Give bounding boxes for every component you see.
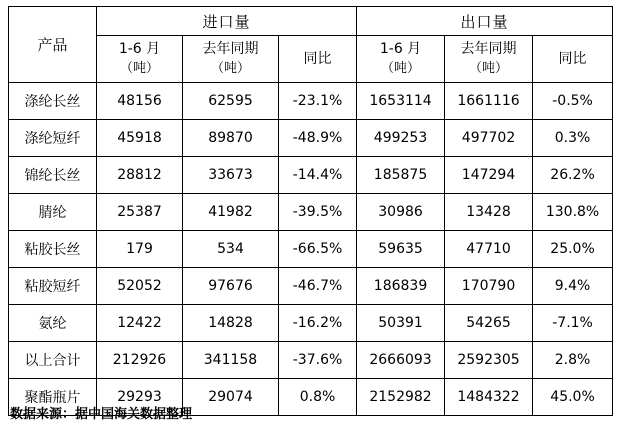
table-row bbox=[9, 157, 613, 194]
table-row bbox=[9, 194, 613, 231]
header-export-previous-unit: （吨） bbox=[469, 60, 509, 76]
cell-import-current: 25387 bbox=[97, 194, 183, 231]
cell-product: 粘胶短纤 bbox=[9, 268, 97, 305]
cell-export-current: 499253 bbox=[357, 120, 445, 157]
table-container bbox=[8, 6, 612, 416]
table-header-group-row bbox=[9, 7, 613, 36]
cell-import-current: 212926 bbox=[97, 342, 183, 379]
cell-import-current: 48156 bbox=[97, 83, 183, 120]
cell-export-yoy: -7.1% bbox=[533, 305, 613, 342]
header-import-current bbox=[97, 36, 183, 83]
cell-export-previous: 170790 bbox=[445, 268, 533, 305]
cell-product: 以上合计 bbox=[9, 342, 97, 379]
cell-export-current: 2666093 bbox=[357, 342, 445, 379]
header-import-current-label: 1-6 月 bbox=[118, 41, 161, 58]
cell-export-previous: 147294 bbox=[445, 157, 533, 194]
cell-import-yoy: -39.5% bbox=[279, 194, 357, 231]
table-head bbox=[9, 7, 613, 83]
cell-import-current: 28812 bbox=[97, 157, 183, 194]
cell-export-previous: 13428 bbox=[445, 194, 533, 231]
cell-product: 聚酯瓶片 bbox=[9, 379, 97, 416]
header-export-previous bbox=[445, 36, 533, 83]
cell-product: 氨纶 bbox=[9, 305, 97, 342]
cell-import-previous: 41982 bbox=[183, 194, 279, 231]
cell-export-yoy: -0.5% bbox=[533, 83, 613, 120]
cell-import-current: 52052 bbox=[97, 268, 183, 305]
cell-import-previous: 89870 bbox=[183, 120, 279, 157]
cell-import-current: 12422 bbox=[97, 305, 183, 342]
header-export-previous-label: 去年同期 bbox=[460, 41, 517, 58]
cell-export-previous: 1661116 bbox=[445, 83, 533, 120]
cell-export-current: 2152982 bbox=[357, 379, 445, 416]
cell-export-previous: 1484322 bbox=[445, 379, 533, 416]
cell-import-previous: 14828 bbox=[183, 305, 279, 342]
cell-import-previous: 534 bbox=[183, 231, 279, 268]
cell-export-previous: 47710 bbox=[445, 231, 533, 268]
cell-import-yoy: -16.2% bbox=[279, 305, 357, 342]
cell-import-previous: 341158 bbox=[183, 342, 279, 379]
cell-export-previous: 54265 bbox=[445, 305, 533, 342]
cell-export-yoy: 25.0% bbox=[533, 231, 613, 268]
cell-export-yoy: 2.8% bbox=[533, 342, 613, 379]
table-row bbox=[9, 83, 613, 120]
cell-export-current: 186839 bbox=[357, 268, 445, 305]
cell-import-current: 45918 bbox=[97, 120, 183, 157]
cell-import-yoy: -48.9% bbox=[279, 120, 357, 157]
import-export-table bbox=[8, 6, 613, 416]
cell-export-yoy: 9.4% bbox=[533, 268, 613, 305]
cell-import-current: 179 bbox=[97, 231, 183, 268]
header-import-previous bbox=[183, 36, 279, 83]
cell-export-yoy: 130.8% bbox=[533, 194, 613, 231]
cell-import-yoy: -37.6% bbox=[279, 342, 357, 379]
cell-import-previous: 62595 bbox=[183, 83, 279, 120]
cell-export-yoy: 0.3% bbox=[533, 120, 613, 157]
cell-import-previous: 29074 bbox=[183, 379, 279, 416]
header-export-current bbox=[357, 36, 445, 83]
header-import-current-unit: （吨） bbox=[119, 60, 159, 76]
cell-export-current: 30986 bbox=[357, 194, 445, 231]
cell-product: 锦纶长丝 bbox=[9, 157, 97, 194]
cell-product: 腈纶 bbox=[9, 194, 97, 231]
table-row bbox=[9, 268, 613, 305]
cell-export-previous: 497702 bbox=[445, 120, 533, 157]
header-product: 产品 bbox=[9, 7, 97, 83]
cell-export-current: 1653114 bbox=[357, 83, 445, 120]
cell-export-current: 50391 bbox=[357, 305, 445, 342]
table-row bbox=[9, 231, 613, 268]
header-import-group: 进口量 bbox=[97, 7, 357, 36]
header-import-yoy-label: 同比 bbox=[303, 50, 332, 67]
cell-product: 涤纶短纤 bbox=[9, 120, 97, 157]
table-row bbox=[9, 342, 613, 379]
header-import-previous-unit: （吨） bbox=[210, 60, 250, 76]
cell-import-yoy: -46.7% bbox=[279, 268, 357, 305]
source-note: 数据来源：据中国海关数据整理 bbox=[10, 407, 193, 422]
cell-import-yoy: -14.4% bbox=[279, 157, 357, 194]
header-export-group: 出口量 bbox=[357, 7, 613, 36]
cell-import-previous: 97676 bbox=[183, 268, 279, 305]
cell-import-current: 29293 bbox=[97, 379, 183, 416]
table-row bbox=[9, 120, 613, 157]
cell-product: 涤纶长丝 bbox=[9, 83, 97, 120]
cell-import-yoy: 0.8% bbox=[279, 379, 357, 416]
header-import-previous-label: 去年同期 bbox=[202, 41, 259, 58]
header-export-current-label: 1-6 月 bbox=[379, 41, 422, 58]
header-export-yoy bbox=[533, 36, 613, 83]
table-header-sub-row bbox=[9, 36, 613, 83]
header-export-yoy-label: 同比 bbox=[558, 50, 587, 67]
cell-export-current: 59635 bbox=[357, 231, 445, 268]
cell-import-yoy: -66.5% bbox=[279, 231, 357, 268]
cell-import-yoy: -23.1% bbox=[279, 83, 357, 120]
cell-export-yoy: 45.0% bbox=[533, 379, 613, 416]
header-import-yoy bbox=[279, 36, 357, 83]
cell-export-yoy: 26.2% bbox=[533, 157, 613, 194]
table-row bbox=[9, 305, 613, 342]
cell-product: 粘胶长丝 bbox=[9, 231, 97, 268]
cell-import-previous: 33673 bbox=[183, 157, 279, 194]
cell-export-previous: 2592305 bbox=[445, 342, 533, 379]
cell-export-current: 185875 bbox=[357, 157, 445, 194]
header-export-current-unit: （吨） bbox=[381, 60, 421, 76]
table-body bbox=[9, 83, 613, 416]
